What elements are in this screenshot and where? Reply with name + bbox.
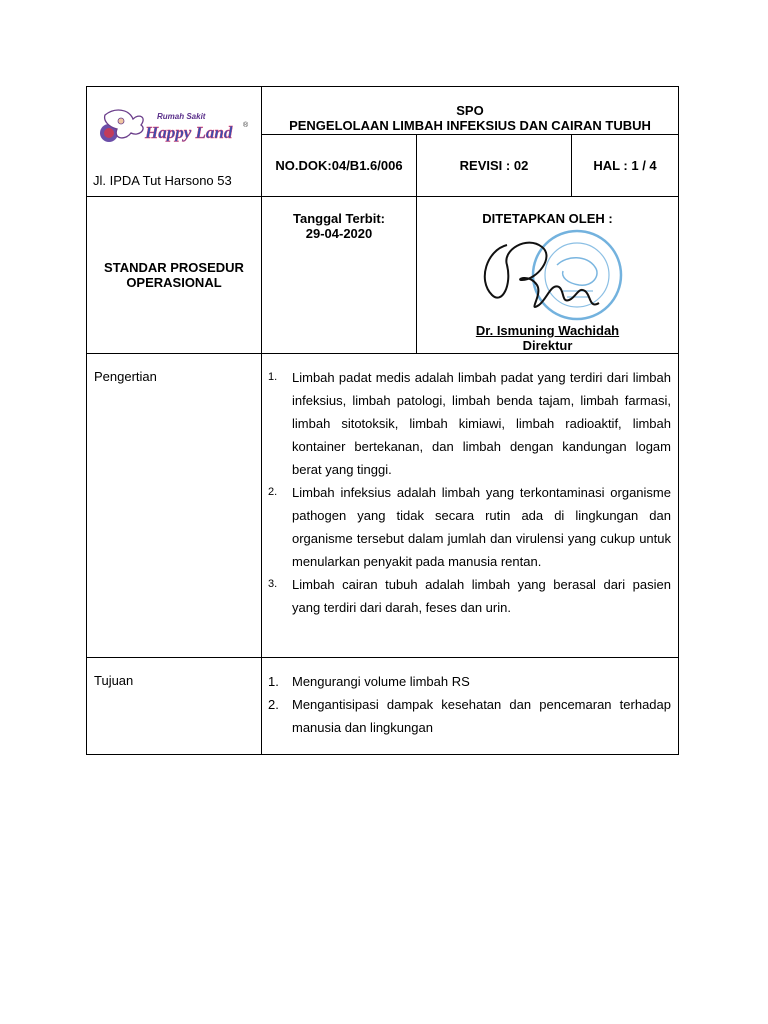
approver-title: Direktur (522, 338, 573, 353)
logo-line1: Rumah Sakit (157, 112, 206, 121)
document-title-box (262, 87, 678, 135)
list-number: 1. (268, 371, 278, 383)
issue-date-cell (262, 197, 417, 353)
document-info-cell (262, 87, 678, 196)
approver-cell (417, 197, 678, 353)
list-number: 2. (268, 697, 279, 712)
logo-line2: Happy Land (145, 123, 233, 142)
definition-list (262, 354, 678, 657)
list-text: Mengantisipasi dampak kesehatan dan pencemaran terhadap manusia dan lingkungan (292, 697, 671, 735)
list-text: Mengurangi volume limbah RS (292, 674, 470, 689)
document-meta-row (262, 135, 678, 196)
approver-name: Dr. Ismuning Wachidah (475, 323, 620, 338)
header-row (87, 87, 678, 197)
revision-number: REVISI : 02 (417, 135, 572, 196)
logo-mark: ® (243, 122, 249, 129)
definition-row (87, 354, 678, 658)
objective-row (87, 658, 678, 754)
category-line-2: OPERASIONAL (126, 275, 222, 290)
signature-stamp (467, 225, 637, 325)
list-number: 2. (268, 486, 278, 498)
document-type: SPO (456, 103, 484, 118)
approval-row (87, 197, 678, 354)
document-number: NO.DOK:04/B1.6/006 (262, 135, 417, 196)
category-line-1: STANDAR PROSEDUR (104, 260, 244, 275)
list-item (268, 366, 671, 481)
category-cell (87, 197, 262, 353)
objective-label: Tujuan (87, 658, 262, 754)
list-text: Limbah infeksius adalah limbah yang terkontaminasi organisme pathogen yang tidak secara rutin ada di lingkungan dan organisme tersebut dalam jumlah dan virulensi yang cukup untuk menularkan penyakit pada manusia rentan. (292, 485, 671, 569)
approved-by-label: DITETAPKAN OLEH : (482, 211, 613, 226)
document-title: PENGELOLAAN LIMBAH INFEKSIUS DAN CAIRAN TUBUH (289, 118, 651, 133)
hospital-info-cell (87, 87, 262, 196)
issue-date-value: 29-04-2020 (305, 226, 373, 241)
hospital-address: Jl. IPDA Tut Harsono 53 (93, 173, 232, 188)
list-item (268, 670, 671, 693)
list-number: 3. (268, 578, 278, 590)
approval-details (262, 197, 678, 353)
definition-label: Pengertian (87, 354, 262, 657)
list-text: Limbah padat medis adalah limbah padat yang terdiri dari limbah infeksius, limbah patologi, limbah benda tajam, limbah farmasi, limbah sitotoksik, limbah kimiawi, limbah radioaktif, limbah kontainer bertekanan, dan limbah dengan kandungan logam berat yang tinggi. (292, 370, 671, 477)
list-text: Limbah cairan tubuh adalah limbah yang berasal dari pasien yang terdiri dari darah, feses dan urin. (292, 577, 671, 615)
list-number: 1. (268, 674, 279, 689)
issue-date-label: Tanggal Terbit: (293, 211, 385, 226)
hospital-logo (95, 107, 255, 147)
spo-document (86, 86, 679, 755)
list-item (268, 573, 671, 619)
page-number: HAL : 1 / 4 (593, 158, 657, 173)
list-item (268, 481, 671, 573)
objective-list (262, 658, 678, 754)
list-item (268, 693, 671, 739)
